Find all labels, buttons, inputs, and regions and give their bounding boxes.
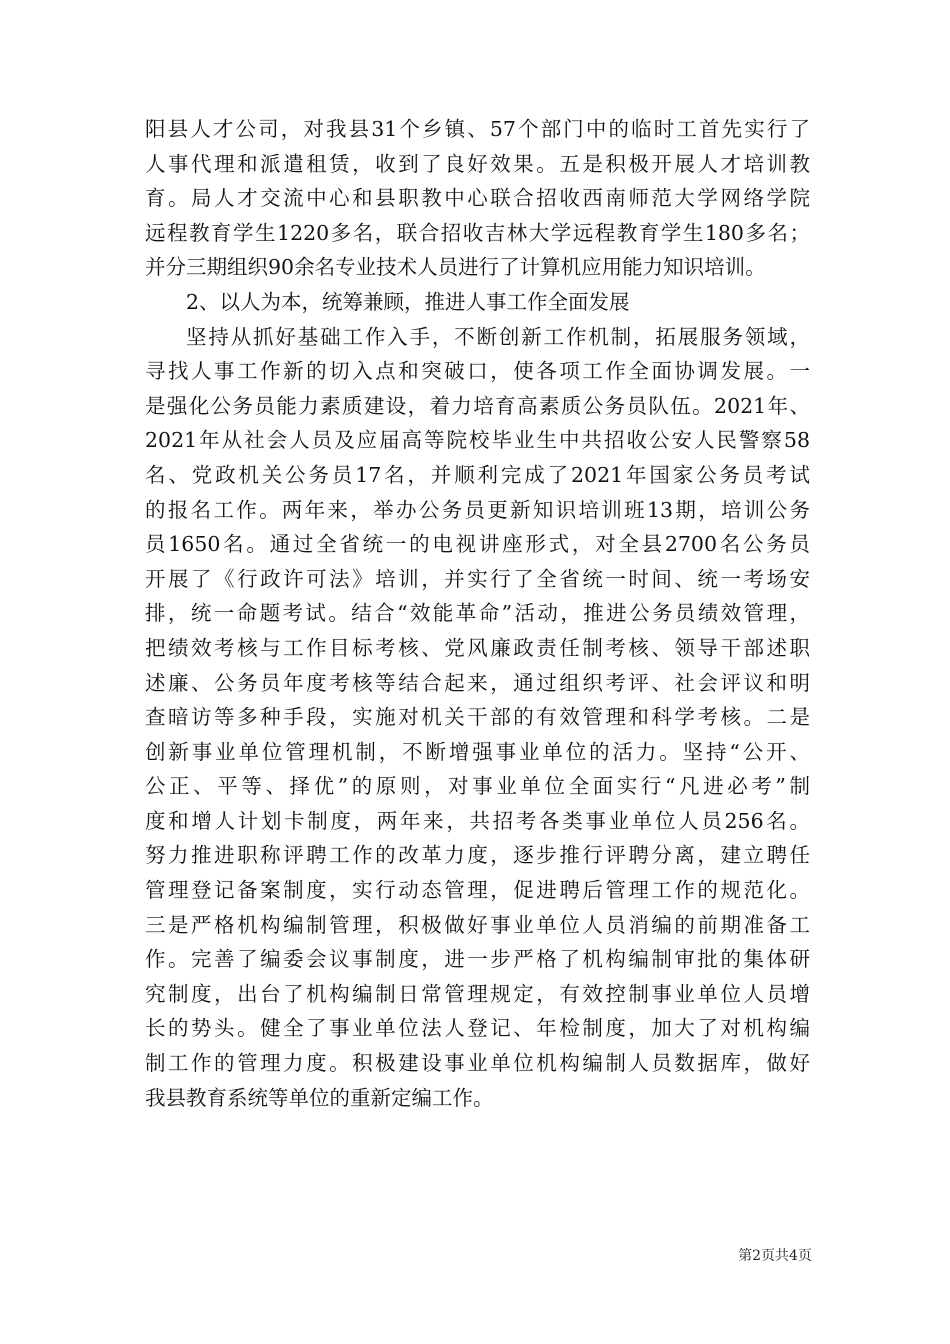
text-line: 管理登记备案制度，实行动态管理，促进聘后管理工作的规范化。 [145, 878, 810, 903]
text-line: 的报名工作。两年来，举办公务员更新知识培训班13期，培训公务 [145, 497, 810, 522]
text-line: 2021年从社会人员及应届高等院校毕业生中共招收公安人民警察58 [145, 428, 810, 453]
paragraph-personnel-work [145, 320, 810, 1116]
text-line: 究制度，出台了机构编制日常管理规定，有效控制事业单位人员增 [145, 981, 810, 1006]
text-line: 度和增人计划卡制度，两年来，共招考各类事业单位人员256名。 [145, 808, 810, 833]
section-heading [145, 285, 810, 320]
text-line: 把绩效考核与工作目标考核、党风廉政责任制考核、领导干部述职 [145, 635, 810, 660]
text-line: 制工作的管理力度。积极建设事业单位机构编制人员数据库，做好 [145, 1051, 810, 1076]
text-line: 述廉、公务员年度考核等结合起来，通过组织考评、社会评议和明 [145, 670, 810, 695]
text-line: 排，统一命题考试。结合“效能革命”活动，推进公务员绩效管理， [145, 601, 810, 626]
text-line: 名、党政机关公务员17名，并顺利完成了2021年国家公务员考试 [145, 462, 810, 487]
text-line: 三是严格机构编制管理，积极做好事业单位人员消编的前期准备工 [145, 912, 810, 937]
text-line: 查暗访等多种手段，实施对机关干部的有效管理和科学考核。二是 [145, 705, 810, 730]
text-line: 远程教育学生1220多名，联合招收吉林大学远程教育学生180多名； [145, 220, 810, 245]
body-text [145, 112, 810, 1115]
paragraph-talent-training [145, 112, 810, 285]
heading-text: 2、以人为本，统筹兼顾，推进人事工作全面发展 [186, 289, 630, 314]
text-line: 创新事业单位管理机制，不断增强事业单位的活力。坚持“公开、 [145, 739, 810, 764]
text-line: 员1650名。通过全省统一的电视讲座形式，对全县2700名公务员 [145, 532, 810, 557]
text-line: 坚持从抓好基础工作入手，不断创新工作机制，拓展服务领域， [186, 324, 810, 349]
text-line: 人事代理和派遣租赁，收到了良好效果。五是积极开展人才培训教 [145, 151, 810, 176]
text-line: 阳县人才公司，对我县31个乡镇、57个部门中的临时工首先实行了 [145, 117, 810, 141]
text-line: 我县教育系统等单位的重新定编工作。 [145, 1085, 494, 1110]
text-line: 作。完善了编委会议事制度，进一步严格了机构编制审批的集体研 [145, 947, 810, 972]
text-line: 公正、平等、择优”的原则，对事业单位全面实行“凡进必考”制 [145, 774, 810, 799]
text-line: 开展了《行政许可法》培训，并实行了全省统一时间、统一考场安 [145, 566, 810, 591]
text-line: 寻找人事工作新的切入点和突破口，使各项工作全面协调发展。一 [145, 359, 810, 384]
page-number: 第2页共4页 [738, 1248, 812, 1264]
text-line: 是强化公务员能力素质建设，着力培育高素质公务员队伍。2021年、 [145, 393, 810, 418]
text-line: 长的势头。健全了事业单位法人登记、年检制度，加大了对机构编 [145, 1016, 810, 1041]
text-line: 并分三期组织90余名专业技术人员进行了计算机应用能力知识培训。 [145, 255, 766, 280]
text-line: 育。局人才交流中心和县职教中心联合招收西南师范大学网络学院 [145, 186, 810, 211]
text-line: 努力推进职称评聘工作的改革力度，逐步推行评聘分离，建立聘任 [145, 843, 810, 868]
page-footer [0, 1245, 950, 1265]
